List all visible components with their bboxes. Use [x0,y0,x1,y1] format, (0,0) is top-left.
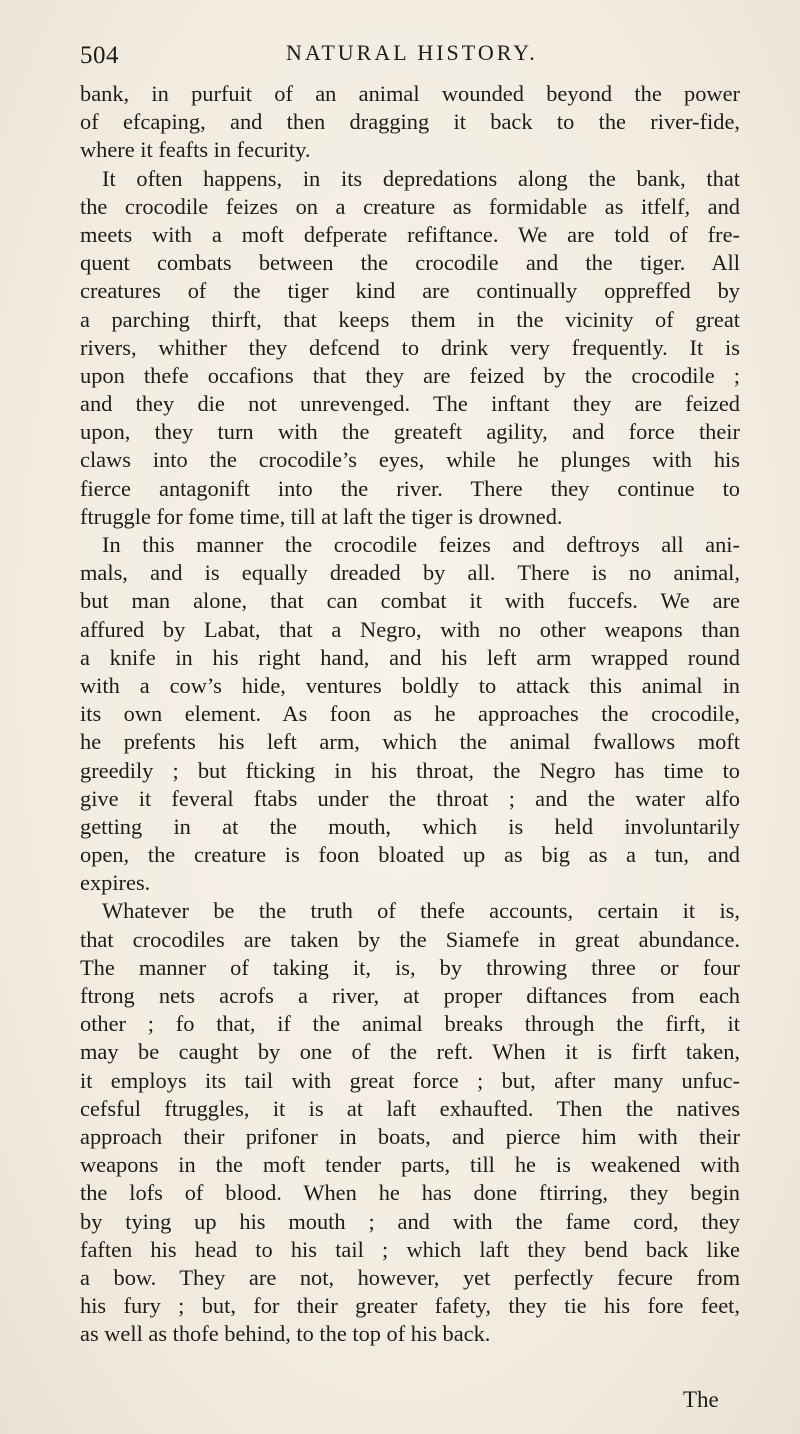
text-line: greedily ; but fticking in his throat, the Negro has time to [80,757,740,783]
text-line: upon, they turn with the greateft agility, and force their [80,419,740,445]
text-line: a parching thirft, that keeps them in the vicinity of great [80,306,740,332]
text-line: approach their prifoner in boats, and pierce him with their [80,1123,740,1149]
text-line: The manner of taking it, is, by throwing three or four [80,954,740,980]
text-line: In this manner the crocodile feizes and deftroys all ani- [102,532,740,557]
body-text [80,80,740,1348]
running-head: NATURAL HISTORY. [286,40,538,65]
text-line: quent combats between the crocodile and the tiger. All [80,250,740,276]
page-number: 504 [80,42,119,69]
text-line: getting in at the mouth, which is held involuntarily [80,813,740,839]
text-line: cefsful ftruggles, it is at laft exhaufted. Then the natives [80,1095,740,1121]
text-line: a knife in his right hand, and his left arm wrapped round [80,644,740,670]
text-line: fierce antagonift into the river. There they continue to [80,475,740,501]
text-line: ftruggle for fome time, till at laft the tiger is drowned. [80,503,563,529]
text-line: the lofs of blood. When he has done ftirring, they begin [80,1180,740,1206]
text-line: the crocodile feizes on a creature as formidable as itfelf, and [80,193,740,219]
text-line: bank, in purfuit of an animal wounded beyond the power [80,81,740,106]
text-line: and they die not unrevenged. The inftant they are feized [80,391,740,417]
text-line: creatures of the tiger kind are continually oppreffed by [80,278,740,304]
text-line: he prefents his left arm, which the animal fwallows moft [80,729,740,755]
text-line: may be caught by one of the reft. When it is firft taken, [80,1039,740,1065]
text-line: claws into the crocodile’s eyes, while he plunges with his [80,447,740,473]
text-line: but man alone, that can combat it with fuccefs. We are [80,588,740,614]
text-line: affured by Labat, that a Negro, with no other weapons than [80,616,740,642]
text-line: as well as thofe behind, to the top of his back. [80,1321,491,1347]
text-line: other ; fo that, if the animal breaks through the firft, it [80,1011,740,1037]
text-line: open, the creature is foon bloated up as big as a tun, and [80,842,740,868]
text-line: expires. [80,870,151,896]
text-line: it employs its tail with great force ; but, after many unfuc- [80,1067,740,1093]
text-line: Whatever be the truth of thefe accounts, certain it is, [102,898,740,924]
text-line: mals, and is equally dreaded by all. There is no animal, [80,560,740,586]
text-line: with a cow’s hide, ventures boldly to attack this animal in [80,672,740,698]
text-line: upon thefe occafions that they are feized by the crocodile ; [80,362,740,388]
text-line: its own element. As foon as he approaches the crocodile, [80,701,740,727]
text-line: faften his head to his tail ; which laft they bend back like [80,1236,740,1262]
text-line: rivers, whither they defcend to drink very frequently. It is [80,334,740,360]
text-line: give it feveral ftabs under the throat ; and the water alfo [80,785,740,811]
text-line: a bow. They are not, however, yet perfectly fecure from [80,1264,740,1290]
page-header [80,34,720,74]
text-line: meets with a moft defperate refiftance. We are told of fre- [80,221,740,247]
catchword: The [683,1387,719,1412]
text-line: weapons in the moft tender parts, till he is weakened with [80,1152,740,1178]
text-line: by tying up his mouth ; and with the fame cord, they [80,1208,740,1234]
text-line: that crocodiles are taken by the Siamefe in great abundance. [80,926,740,952]
text-line: his fury ; but, for their greater fafety, they tie his fore feet, [80,1293,740,1319]
text-line: where it feafts in fecurity. [80,137,311,163]
text-line: ftrong nets acrofs a river, at proper diftances from each [80,983,740,1008]
text-line: It often happens, in its depredations along the bank, that [102,165,740,191]
text-line: of efcaping, and then dragging it back to the river-fide, [80,109,740,135]
